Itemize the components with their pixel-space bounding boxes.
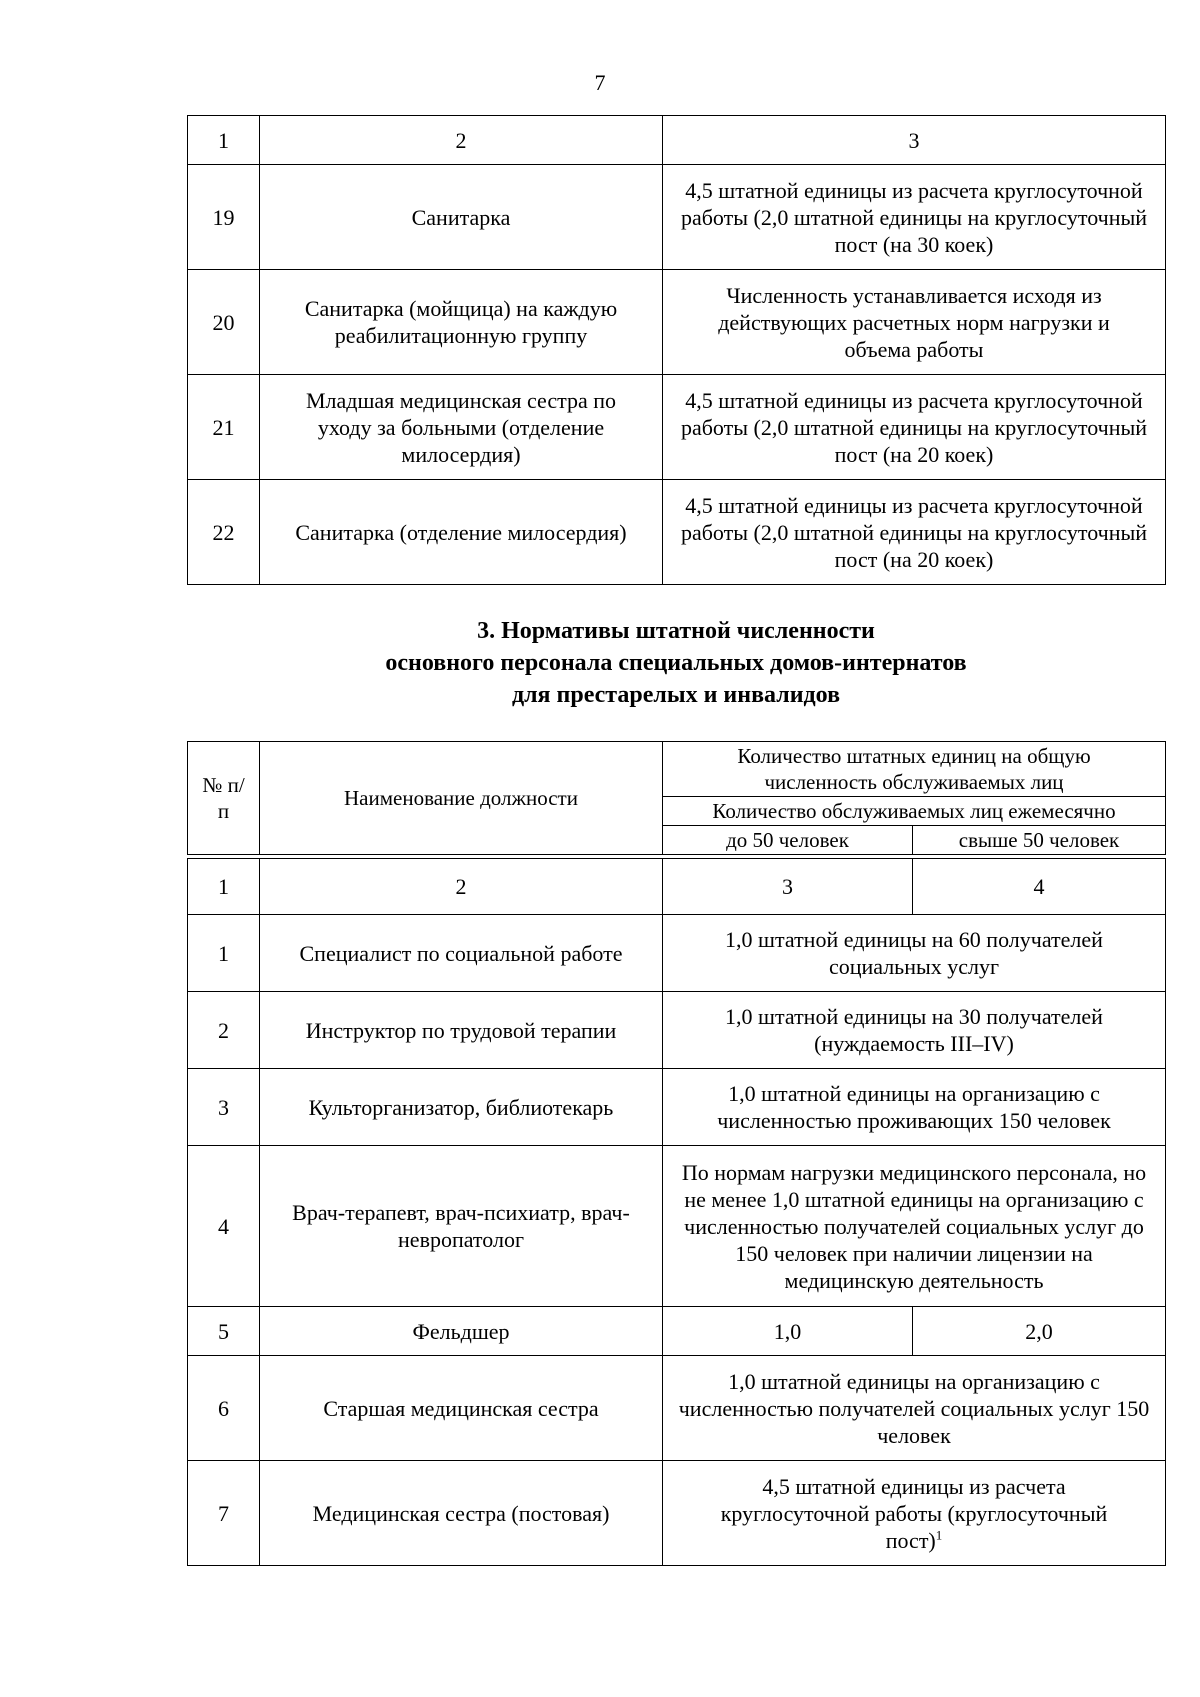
- section-heading-line: для престарелых и инвалидов: [511, 682, 841, 708]
- header-group-label: Количество штатных единиц на общую численность обслуживаемых лиц: [663, 742, 1166, 797]
- row-number: 6: [188, 1356, 260, 1461]
- staffing-norm: 4,5 штатной единицы из расчета круглосуточной работы (круглосуточный пост): [720, 1473, 1108, 1553]
- column-number: 3: [663, 859, 913, 915]
- staffing-norm: 1,0 штатной единицы на 60 получателей социальных услуг: [663, 915, 1166, 992]
- column-number: 3: [663, 116, 1166, 165]
- table-row: [188, 1069, 1166, 1146]
- column-number: 1: [188, 859, 260, 915]
- position-name: Инструктор по трудовой терапии: [260, 992, 663, 1069]
- table-row: [188, 165, 1166, 270]
- section-heading-line: основного персонала специальных домов-интернатов: [385, 650, 967, 676]
- column-number: 2: [260, 859, 663, 915]
- position-name: Санитарка (отделение милосердия): [260, 480, 663, 585]
- staffing-norm: 1,0 штатной единицы на организацию с численностью проживающих 150 человек: [663, 1069, 1166, 1146]
- position-name: Младшая медицинская сестра по уходу за больными (отделение милосердия): [260, 375, 663, 480]
- table-row: [188, 1146, 1166, 1307]
- row-number: 4: [188, 1146, 260, 1307]
- column-number: 1: [188, 116, 260, 165]
- header-row-number-label: № п/п: [188, 742, 260, 855]
- table-row: [188, 1356, 1166, 1461]
- row-number: 19: [188, 165, 260, 270]
- staffing-under-50: 1,0: [663, 1307, 913, 1356]
- section-heading: [187, 615, 1165, 711]
- staff-norms-table-header: [187, 741, 1166, 855]
- table-row: [188, 1461, 1166, 1566]
- table-row: [188, 375, 1166, 480]
- position-name: Врач-терапевт, врач-психиатр, врач-невропатолог: [260, 1146, 663, 1307]
- staff-norms-table: [187, 858, 1166, 1566]
- header-subgroup-label: Количество обслуживаемых лиц ежемесячно: [663, 797, 1166, 826]
- row-number: 22: [188, 480, 260, 585]
- staffing-norm: 1,0 штатной единицы на 30 получателей (нуждаемость III–IV): [663, 992, 1166, 1069]
- table-row: [188, 992, 1166, 1069]
- header-over-50: свыше 50 человек: [913, 826, 1166, 855]
- table-row: [188, 915, 1166, 992]
- row-number: 3: [188, 1069, 260, 1146]
- position-name: Культорганизатор, библиотекарь: [260, 1069, 663, 1146]
- column-number: 2: [260, 116, 663, 165]
- position-name: Медицинская сестра (постовая): [260, 1461, 663, 1566]
- row-number: 7: [188, 1461, 260, 1566]
- staffing-norm: Численность устанавливается исходя из действующих расчетных норм нагрузки и объема работы: [663, 270, 1166, 375]
- position-name: Специалист по социальной работе: [260, 915, 663, 992]
- row-number: 1: [188, 915, 260, 992]
- staffing-norm: 4,5 штатной единицы из расчета круглосуточной работы (2,0 штатной единицы на круглосуточный пост (на 20 коек): [663, 480, 1166, 585]
- position-name: Фельдшер: [260, 1307, 663, 1356]
- table-row: [188, 480, 1166, 585]
- staffing-norm: По нормам нагрузки медицинского персонала, но не менее 1,0 штатной единицы на организацию с численностью получателей социальных услуг до 150 человек при наличии лицензии на медицинскую деятельность: [663, 1146, 1166, 1307]
- staff-table-continued: [187, 115, 1166, 585]
- staffing-norm: 4,5 штатной единицы из расчета круглосуточной работы (2,0 штатной единицы на круглосуточный пост (на 30 коек): [663, 165, 1166, 270]
- section-heading-line: 3. Нормативы штатной численности: [477, 618, 875, 644]
- staffing-norm-cell: [663, 1461, 1166, 1566]
- table-column-numbers: [188, 116, 1166, 165]
- footnote-marker: 1: [935, 1527, 943, 1543]
- staffing-norm: 4,5 штатной единицы из расчета круглосуточной работы (2,0 штатной единицы на круглосуточный пост (на 20 коек): [663, 375, 1166, 480]
- table-column-numbers: [188, 859, 1166, 915]
- header-position-label: Наименование должности: [260, 742, 663, 855]
- page-number: 7: [594, 70, 606, 95]
- position-name: Санитарка: [260, 165, 663, 270]
- staffing-norm: 1,0 штатной единицы на организацию с численностью получателей социальных услуг 150 человек: [663, 1356, 1166, 1461]
- staffing-over-50: 2,0: [913, 1307, 1166, 1356]
- row-number: 20: [188, 270, 260, 375]
- row-number: 2: [188, 992, 260, 1069]
- row-number: 5: [188, 1307, 260, 1356]
- column-number: 4: [913, 859, 1166, 915]
- header-under-50: до 50 человек: [663, 826, 913, 855]
- row-number: 21: [188, 375, 260, 480]
- table-row: [188, 270, 1166, 375]
- position-name: Старшая медицинская сестра: [260, 1356, 663, 1461]
- position-name: Санитарка (мойщица) на каждую реабилитационную группу: [260, 270, 663, 375]
- table-row: [188, 1307, 1166, 1356]
